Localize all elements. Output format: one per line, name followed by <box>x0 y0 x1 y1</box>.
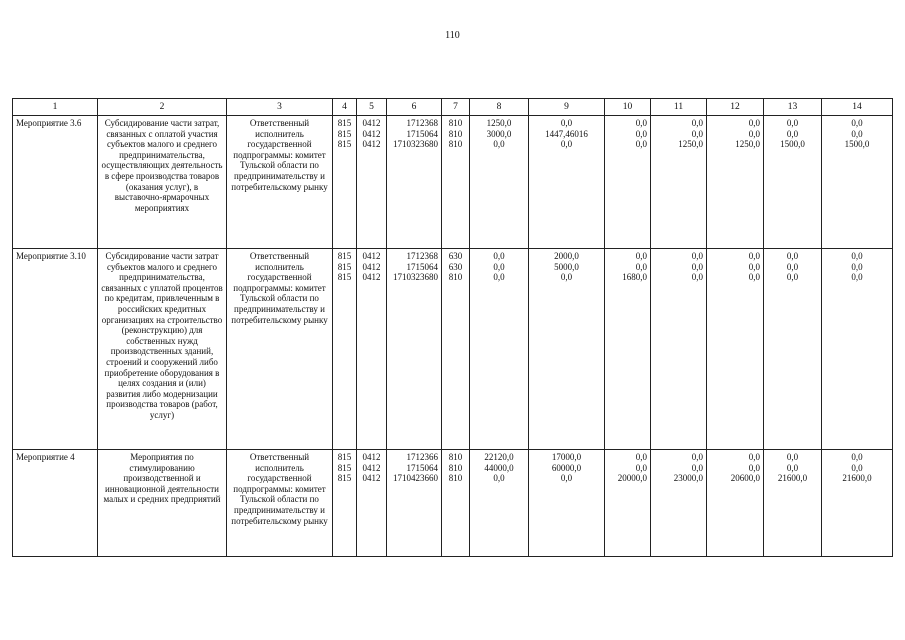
value-line: 0412 <box>362 139 381 150</box>
value-line: 1447,46016 <box>545 128 588 139</box>
value-line: 810 <box>448 473 463 484</box>
value-line: 20600,0 <box>730 473 760 484</box>
header-cell: 11 <box>651 99 707 116</box>
value-line: 810 <box>448 118 463 128</box>
value-line: 1710423660 <box>393 473 438 484</box>
header-cell: 6 <box>387 99 442 116</box>
value-line: 0,0 <box>493 272 505 283</box>
value-line: 0412 <box>362 251 381 261</box>
header-cell: 8 <box>470 99 529 116</box>
table-row <box>13 450 893 557</box>
value-cell-c12 <box>707 450 764 557</box>
value-line: 815 <box>337 251 352 261</box>
value-line: 0,0 <box>691 251 703 261</box>
value-line: 810 <box>448 452 463 462</box>
value-line: 0,0 <box>635 462 647 473</box>
value-line: 815 <box>337 128 352 139</box>
measure-name-cell: Мероприятие 3.10 <box>13 249 98 450</box>
value-cell-c6 <box>387 249 442 450</box>
responsible-executor-cell: Ответственный исполнитель государственной подпрограммы: комитет Тульской области по предпринимательству и потребительскому рынку <box>227 249 333 450</box>
value-cell-c12 <box>707 116 764 249</box>
value-cell-c10 <box>605 450 651 557</box>
header-cell: 4 <box>333 99 357 116</box>
value-cell-c4 <box>333 249 357 450</box>
value-line: 0,0 <box>748 251 760 261</box>
measure-description-cell: Мероприятия по стимулированию производственной и инновационной деятельности малых и средних предприятий <box>98 450 227 557</box>
value-line: 630 <box>448 261 463 272</box>
value-line: 1250,0 <box>486 118 512 128</box>
value-cell-c12 <box>707 249 764 450</box>
value-cell-c5 <box>357 116 387 249</box>
value-line: 0,0 <box>493 261 505 272</box>
value-line: 0,0 <box>748 462 760 473</box>
value-line: 1710323680 <box>393 272 438 283</box>
table-row <box>13 249 893 450</box>
value-line: 0,0 <box>786 118 799 128</box>
value-cell-c13 <box>764 116 822 249</box>
value-line: 0,0 <box>786 462 799 473</box>
value-line: 5000,0 <box>554 261 579 272</box>
value-line: 0,0 <box>691 118 703 128</box>
value-line: 815 <box>337 272 352 283</box>
value-line: 0,0 <box>493 139 505 150</box>
value-line: 810 <box>448 139 463 150</box>
value-line: 21600,0 <box>842 473 872 484</box>
budget-table <box>12 98 893 557</box>
value-line: 0,0 <box>560 118 573 128</box>
value-line: 1500,0 <box>780 139 805 150</box>
value-cell-c8 <box>470 249 529 450</box>
value-line: 21600,0 <box>777 473 808 484</box>
value-line: 810 <box>448 462 463 473</box>
value-line: 0,0 <box>635 118 647 128</box>
value-line: 0412 <box>362 473 381 484</box>
header-cell: 13 <box>764 99 822 116</box>
value-line: 1250,0 <box>735 139 760 150</box>
measure-name-cell: Мероприятие 4 <box>13 450 98 557</box>
value-line: 0412 <box>362 462 381 473</box>
measure-description-cell: Субсидирование части затрат субъектов малого и среднего предпринимательства, связанных с уплатой процентов по кредитам, привлеченным в российских кредитных организациях на строительство (реконструкцию) для собственных нужд производственных зданий, строений и сооружений либо приобретение оборудования в целях создания и (или) развития либо модернизации производства товаров (работ, услуг) <box>98 249 227 450</box>
value-line: 0,0 <box>748 261 760 272</box>
header-cell: 3 <box>227 99 333 116</box>
value-cell-c14 <box>822 116 893 249</box>
value-line: 60000,0 <box>551 462 582 473</box>
value-line: 0,0 <box>635 128 647 139</box>
value-cell-c6 <box>387 116 442 249</box>
header-cell: 1 <box>13 99 98 116</box>
value-line: 0,0 <box>560 473 573 484</box>
value-line: 0,0 <box>635 139 647 150</box>
value-line: 815 <box>337 462 352 473</box>
value-cell-c14 <box>822 450 893 557</box>
value-line: 815 <box>337 473 352 484</box>
value-line: 1680,0 <box>622 272 647 283</box>
header-cell: 5 <box>357 99 387 116</box>
value-line: 0,0 <box>691 462 703 473</box>
responsible-executor-cell: Ответственный исполнитель государственной подпрограммы: комитет Тульской области по предпринимательству и потребительскому рынку <box>227 116 333 249</box>
value-line: 0,0 <box>748 272 760 283</box>
value-line: 2000,0 <box>554 251 579 261</box>
header-cell: 12 <box>707 99 764 116</box>
value-cell-c8 <box>470 116 529 249</box>
value-line: 1500,0 <box>844 139 870 150</box>
value-cell-c7 <box>442 249 470 450</box>
value-line: 17000,0 <box>551 452 582 462</box>
value-line: 0,0 <box>691 128 703 139</box>
value-cell-c5 <box>357 249 387 450</box>
value-line: 815 <box>337 261 352 272</box>
value-line: 0,0 <box>786 272 799 283</box>
value-line: 0,0 <box>851 462 863 473</box>
responsible-executor-cell: Ответственный исполнитель государственной подпрограммы: комитет Тульской области по предпринимательству и потребительскому рынку <box>227 450 333 557</box>
value-line: 0412 <box>362 128 381 139</box>
value-line: 0,0 <box>786 452 799 462</box>
measure-name-cell: Мероприятие 3.6 <box>13 116 98 249</box>
value-cell-c11 <box>651 249 707 450</box>
value-line: 0412 <box>362 261 381 272</box>
value-line: 815 <box>337 118 352 128</box>
value-line: 0,0 <box>748 452 760 462</box>
table-row <box>13 116 893 249</box>
value-line: 1712368 <box>406 118 438 128</box>
value-cell-c7 <box>442 450 470 557</box>
value-cell-c13 <box>764 249 822 450</box>
value-cell-c13 <box>764 450 822 557</box>
value-line: 0,0 <box>851 118 863 128</box>
value-line: 0412 <box>362 118 381 128</box>
measure-description-cell: Субсидирование части затрат, связанных с оплатой участия субъектов малого и среднего предпринимательства, осуществляющих деятельность в сфере производства товаров (оказания услуг), в выставочно-ярмарочных мероприятиях <box>98 116 227 249</box>
value-line: 810 <box>448 128 463 139</box>
value-line: 815 <box>337 139 352 150</box>
value-line: 630 <box>448 251 463 261</box>
value-line: 1715064 <box>406 128 438 139</box>
value-line: 3000,0 <box>486 128 512 139</box>
header-cell: 14 <box>822 99 893 116</box>
value-line: 0,0 <box>851 261 863 272</box>
value-cell-c9 <box>529 450 605 557</box>
value-line: 1710323680 <box>393 139 438 150</box>
value-line: 0,0 <box>851 128 863 139</box>
value-line: 0,0 <box>691 452 703 462</box>
value-line: 22120,0 <box>484 452 514 462</box>
header-cell: 10 <box>605 99 651 116</box>
value-cell-c7 <box>442 116 470 249</box>
value-line: 1712368 <box>406 251 438 261</box>
value-line: 1250,0 <box>678 139 703 150</box>
value-line: 1712366 <box>406 452 438 462</box>
value-cell-c9 <box>529 249 605 450</box>
value-line: 23000,0 <box>673 473 703 484</box>
value-line: 1715064 <box>406 261 438 272</box>
value-line: 0,0 <box>786 251 799 261</box>
value-line: 44000,0 <box>484 462 514 473</box>
value-line: 0,0 <box>786 128 799 139</box>
value-line: 0,0 <box>635 251 647 261</box>
value-cell-c10 <box>605 249 651 450</box>
value-line: 0,0 <box>748 118 760 128</box>
value-line: 0,0 <box>493 251 505 261</box>
value-cell-c5 <box>357 450 387 557</box>
value-cell-c14 <box>822 249 893 450</box>
value-line: 0,0 <box>560 139 573 150</box>
value-line: 0412 <box>362 452 381 462</box>
value-line: 0412 <box>362 272 381 283</box>
value-line: 0,0 <box>635 452 647 462</box>
value-line: 0,0 <box>560 272 573 283</box>
value-cell-c11 <box>651 450 707 557</box>
value-cell-c11 <box>651 116 707 249</box>
value-cell-c4 <box>333 116 357 249</box>
value-line: 0,0 <box>748 128 760 139</box>
value-line: 0,0 <box>691 261 703 272</box>
value-cell-c8 <box>470 450 529 557</box>
value-line: 20000,0 <box>617 473 647 484</box>
value-cell-c6 <box>387 450 442 557</box>
value-line: 810 <box>448 272 463 283</box>
value-line: 0,0 <box>851 251 863 261</box>
value-line: 0,0 <box>786 261 799 272</box>
value-line: 0,0 <box>851 452 863 462</box>
value-cell-c4 <box>333 450 357 557</box>
value-line: 0,0 <box>493 473 505 484</box>
page-number: 110 <box>445 30 460 41</box>
header-cell: 2 <box>98 99 227 116</box>
value-cell-c10 <box>605 116 651 249</box>
value-line: 0,0 <box>691 272 703 283</box>
header-cell: 9 <box>529 99 605 116</box>
value-line: 0,0 <box>635 261 647 272</box>
value-line: 815 <box>337 452 352 462</box>
value-line: 0,0 <box>851 272 863 283</box>
table-header-row <box>13 99 893 116</box>
value-line: 1715064 <box>406 462 438 473</box>
header-cell: 7 <box>442 99 470 116</box>
value-cell-c9 <box>529 116 605 249</box>
